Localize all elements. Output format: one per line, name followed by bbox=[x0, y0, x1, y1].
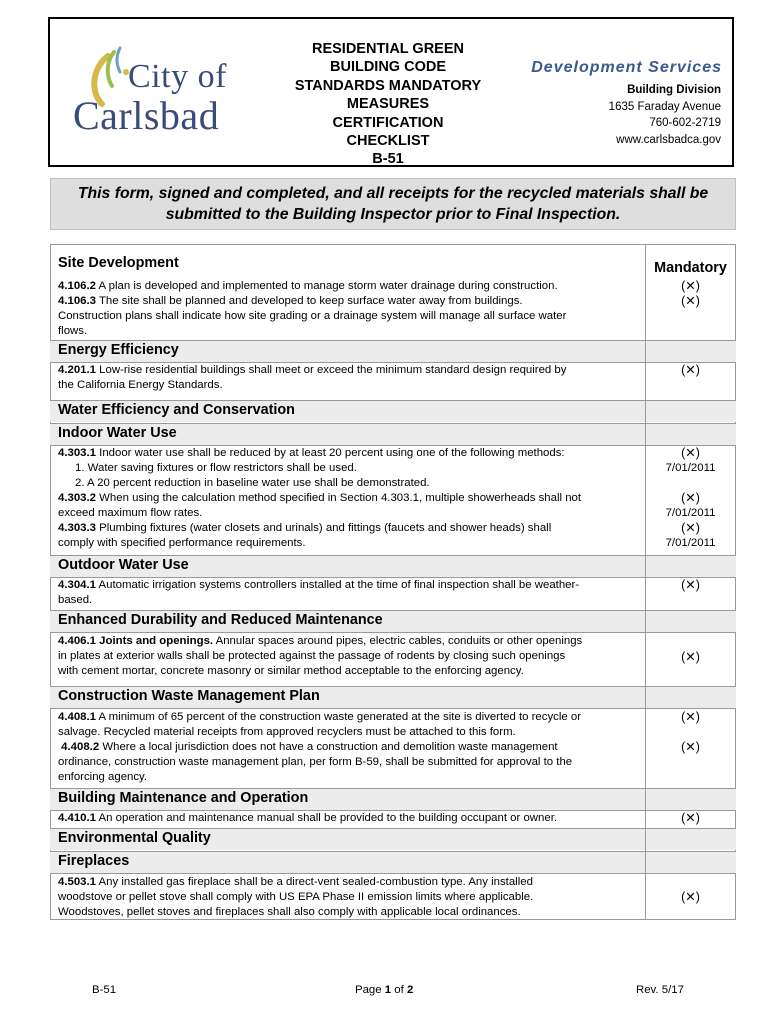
division-name: Building Division bbox=[627, 84, 721, 96]
item-text bbox=[58, 578, 638, 608]
title-line: CHECKLIST bbox=[346, 133, 430, 150]
mandatory-mark: (✕) bbox=[681, 521, 700, 535]
item-text bbox=[58, 875, 638, 920]
item-desc: salvage. Recycled material receipts from approved recyclers must be attached to this form. bbox=[58, 726, 516, 738]
row-divider bbox=[50, 828, 736, 829]
section-environmental-quality: Environmental Quality bbox=[58, 830, 211, 846]
phone: 760-602-2719 bbox=[649, 117, 721, 129]
mandatory-mark: (✕) bbox=[681, 279, 700, 293]
item-desc: A plan is developed and implemented to manage storm water drainage during construction. bbox=[96, 280, 558, 292]
section-building-maintenance: Building Maintenance and Operation bbox=[58, 790, 309, 806]
title-line: B-51 bbox=[372, 151, 404, 168]
item-code: 4.408.2 bbox=[61, 741, 100, 753]
item-code: 4.503.1 bbox=[58, 876, 97, 888]
page-number: 1 bbox=[384, 984, 392, 996]
item-desc: Any installed gas fireplace shall be a direct-vent sealed-combustion type. Any installed bbox=[96, 876, 533, 888]
page-prefix: Page bbox=[355, 984, 385, 996]
mandatory-mark: (✕) bbox=[681, 491, 700, 505]
item-desc: An operation and maintenance manual shall be provided to the building occupant or owner. bbox=[96, 812, 558, 824]
item-code: 4.106.2 bbox=[58, 280, 97, 292]
row-divider bbox=[50, 340, 736, 341]
section-construction-waste: Construction Waste Management Plan bbox=[58, 688, 320, 704]
item-desc: A minimum of 65 percent of the construction waste generated at the site is diverted to recycle or bbox=[96, 711, 582, 723]
row-divider bbox=[50, 686, 736, 687]
mandatory-mark: (✕) bbox=[681, 650, 700, 664]
row-divider bbox=[50, 555, 736, 556]
contact-info bbox=[560, 82, 721, 148]
logo-text-carlsbad: Carlsbad bbox=[73, 93, 220, 138]
page-of: of bbox=[391, 984, 407, 996]
mandatory-mark: (✕) bbox=[681, 740, 700, 754]
footer-revision: Rev. 5/17 bbox=[636, 984, 684, 996]
item-code: 4.406.1 Joints and openings. bbox=[58, 635, 214, 647]
row-divider bbox=[50, 632, 736, 633]
row-divider bbox=[50, 610, 736, 611]
item-text bbox=[58, 446, 638, 551]
section-site-development: Site Development bbox=[58, 255, 179, 271]
mandatory-mark: (✕) bbox=[681, 890, 700, 904]
item-desc: Where a local jurisdiction does not have a construction and demolition waste management bbox=[99, 741, 558, 753]
section-durability: Enhanced Durability and Reduced Maintenance bbox=[58, 612, 383, 628]
section-water-efficiency: Water Efficiency and Conservation bbox=[58, 402, 295, 418]
section-energy-efficiency: Energy Efficiency bbox=[58, 342, 179, 358]
item-desc: Woodstoves, pellet stoves and fireplaces shall also comply with applicable local ordinances. bbox=[58, 906, 521, 918]
item-code: 4.201.1 bbox=[58, 364, 97, 376]
section-fireplaces: Fireplaces bbox=[58, 853, 130, 869]
notice-line: This form, signed and completed, and all receipts for the recycled materials shall be bbox=[77, 185, 709, 202]
item-desc: the California Energy Standards. bbox=[58, 379, 223, 391]
logo-text-city: City of bbox=[128, 58, 227, 95]
title-line: CERTIFICATION bbox=[332, 114, 444, 131]
item-text bbox=[58, 811, 638, 826]
item-code: 4.410.1 bbox=[58, 812, 97, 824]
row-divider bbox=[50, 873, 736, 874]
address: 1635 Faraday Avenue bbox=[608, 100, 721, 113]
footer-form-number: B-51 bbox=[92, 984, 117, 996]
title-line: MEASURES bbox=[346, 96, 430, 113]
row-divider bbox=[50, 423, 736, 424]
form-title bbox=[283, 40, 493, 169]
department-name: Development Services bbox=[531, 59, 722, 76]
title-line: BUILDING CODE bbox=[330, 59, 446, 76]
item-desc: Plumbing fixtures (water closets and urinals) and fittings (faucets and shower heads) shall bbox=[96, 522, 552, 534]
footer-page-indicator bbox=[355, 984, 413, 996]
section-indoor-water: Indoor Water Use bbox=[58, 425, 177, 441]
item-desc: Indoor water use shall be reduced by at least 20 percent using one of the following methods: bbox=[96, 447, 565, 459]
item-option: 2. A 20 percent reduction in baseline water use shall be demonstrated. bbox=[75, 477, 430, 489]
item-desc: Low-rise residential buildings shall meet or exceed the minimum standard design required by bbox=[96, 364, 567, 376]
row-divider bbox=[50, 788, 736, 789]
title-line: STANDARDS MANDATORY bbox=[294, 77, 482, 94]
item-desc: When using the calculation method specified in Section 4.303.1, multiple showerheads shall not bbox=[96, 492, 582, 504]
row-divider bbox=[50, 400, 736, 401]
item-desc: woodstove or pellet stove shall comply with US EPA Phase II emission limits where applicable. bbox=[58, 891, 534, 903]
item-desc: in plates at exterior walls shall be protected against the passage of rodents by closing such openings bbox=[58, 650, 566, 662]
item-text bbox=[58, 363, 638, 393]
mandatory-mark: (✕) bbox=[681, 578, 700, 592]
item-text bbox=[58, 279, 638, 339]
item-text bbox=[58, 710, 638, 785]
mandatory-mark: (✕) bbox=[681, 710, 700, 724]
item-desc: comply with specified performance requirements. bbox=[58, 537, 306, 549]
row-divider bbox=[50, 708, 736, 709]
item-code: 4.303.2 bbox=[58, 492, 97, 504]
mandatory-mark: (✕) bbox=[681, 363, 700, 377]
notice-line: submitted to the Building Inspector prior to Final Inspection. bbox=[165, 206, 621, 223]
item-code: 4.106.3 bbox=[58, 295, 97, 307]
item-desc: Annular spaces around pipes, electric cables, conduits or other openings bbox=[213, 635, 583, 647]
item-desc: based. bbox=[58, 594, 93, 606]
item-desc: flows. bbox=[58, 325, 88, 337]
item-option: 1. Water saving fixtures or flow restrictors shall be used. bbox=[75, 462, 357, 474]
item-code: 4.408.1 bbox=[58, 711, 97, 723]
mandatory-mark: (✕) bbox=[681, 811, 700, 825]
item-code: 4.303.3 bbox=[58, 522, 97, 534]
mandatory-mark: (✕) bbox=[681, 294, 700, 308]
row-divider bbox=[50, 851, 736, 852]
item-code: 4.304.1 bbox=[58, 579, 97, 591]
website-link[interactable]: www.carlsbadca.gov bbox=[616, 133, 721, 146]
section-outdoor-water: Outdoor Water Use bbox=[58, 557, 189, 573]
item-desc: Construction plans shall indicate how site grading or a drainage system will manage all surface water bbox=[58, 310, 567, 322]
item-desc: exceed maximum flow rates. bbox=[58, 507, 203, 519]
notice-banner bbox=[50, 178, 736, 230]
effective-date: 7/01/2011 bbox=[665, 507, 716, 519]
item-code: 4.303.1 bbox=[58, 447, 97, 459]
item-desc: enforcing agency. bbox=[58, 771, 148, 783]
category-band bbox=[50, 851, 736, 873]
item-desc: ordinance, construction waste management plan, per form B-59, shall be submitted for approval to the bbox=[58, 756, 573, 768]
item-desc: with cement mortar, concrete masonry or similar method acceptable to the enforcing agency. bbox=[58, 665, 524, 677]
page-total: 2 bbox=[406, 984, 414, 996]
title-line: RESIDENTIAL GREEN bbox=[311, 41, 464, 57]
effective-date: 7/01/2011 bbox=[665, 462, 716, 474]
item-desc: Automatic irrigation systems controllers installed at the time of final inspection shall be weather- bbox=[96, 579, 580, 591]
item-desc: The site shall be planned and developed to keep surface water away from buildings. bbox=[96, 295, 523, 307]
mandatory-mark: (✕) bbox=[681, 446, 700, 460]
item-text bbox=[58, 634, 638, 679]
mandatory-header: Mandatory bbox=[654, 260, 727, 276]
effective-date: 7/01/2011 bbox=[665, 537, 716, 549]
